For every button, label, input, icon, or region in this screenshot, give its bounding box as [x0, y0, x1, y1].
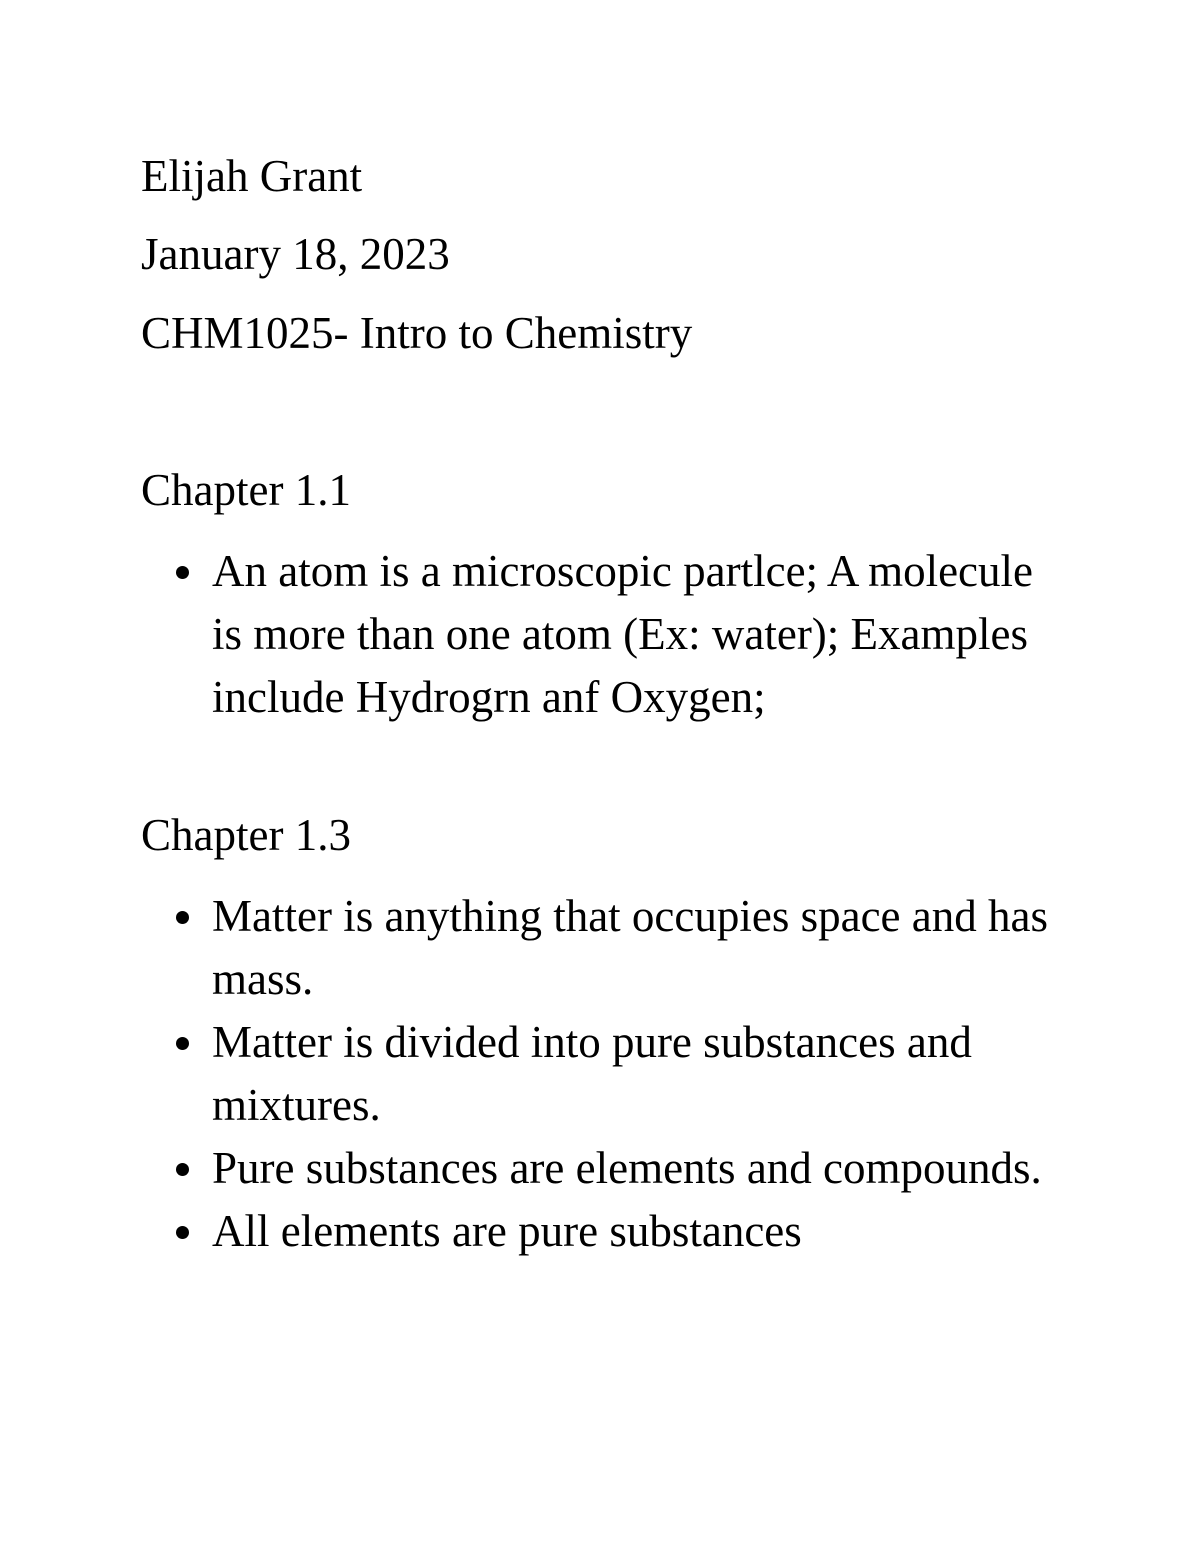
list-item: [212, 1200, 1052, 1263]
bullet-icon: [176, 1037, 189, 1050]
author-name: Elijah Grant: [141, 151, 363, 201]
list-item-text: An atom is a microscopic partlce; A molecule is more than one atom (Ex: water); Examples include Hydrogrn anf Oxygen;: [212, 546, 1034, 722]
bullet-icon: [176, 911, 189, 924]
section-heading: Chapter 1.3: [141, 810, 351, 860]
bullet-list: [212, 885, 1052, 1263]
list-item: [212, 885, 1052, 1011]
date-line: January 18, 2023: [141, 229, 450, 279]
section-heading: Chapter 1.1: [141, 465, 351, 515]
list-item-text: Pure substances are elements and compounds.: [212, 1143, 1042, 1193]
list-item-text: Matter is divided into pure substances and mixtures.: [212, 1017, 972, 1130]
course-title: CHM1025- Intro to Chemistry: [141, 308, 693, 358]
bullet-icon: [176, 1226, 189, 1239]
list-item: [212, 1011, 1052, 1137]
bullet-icon: [176, 1163, 189, 1176]
list-item: [212, 1137, 1052, 1200]
list-item-text: All elements are pure substances: [212, 1206, 802, 1256]
list-item-text: Matter is anything that occupies space and has mass.: [212, 891, 1048, 1004]
list-item: [212, 540, 1052, 729]
bullet-list: [212, 540, 1052, 729]
bullet-icon: [176, 566, 189, 579]
